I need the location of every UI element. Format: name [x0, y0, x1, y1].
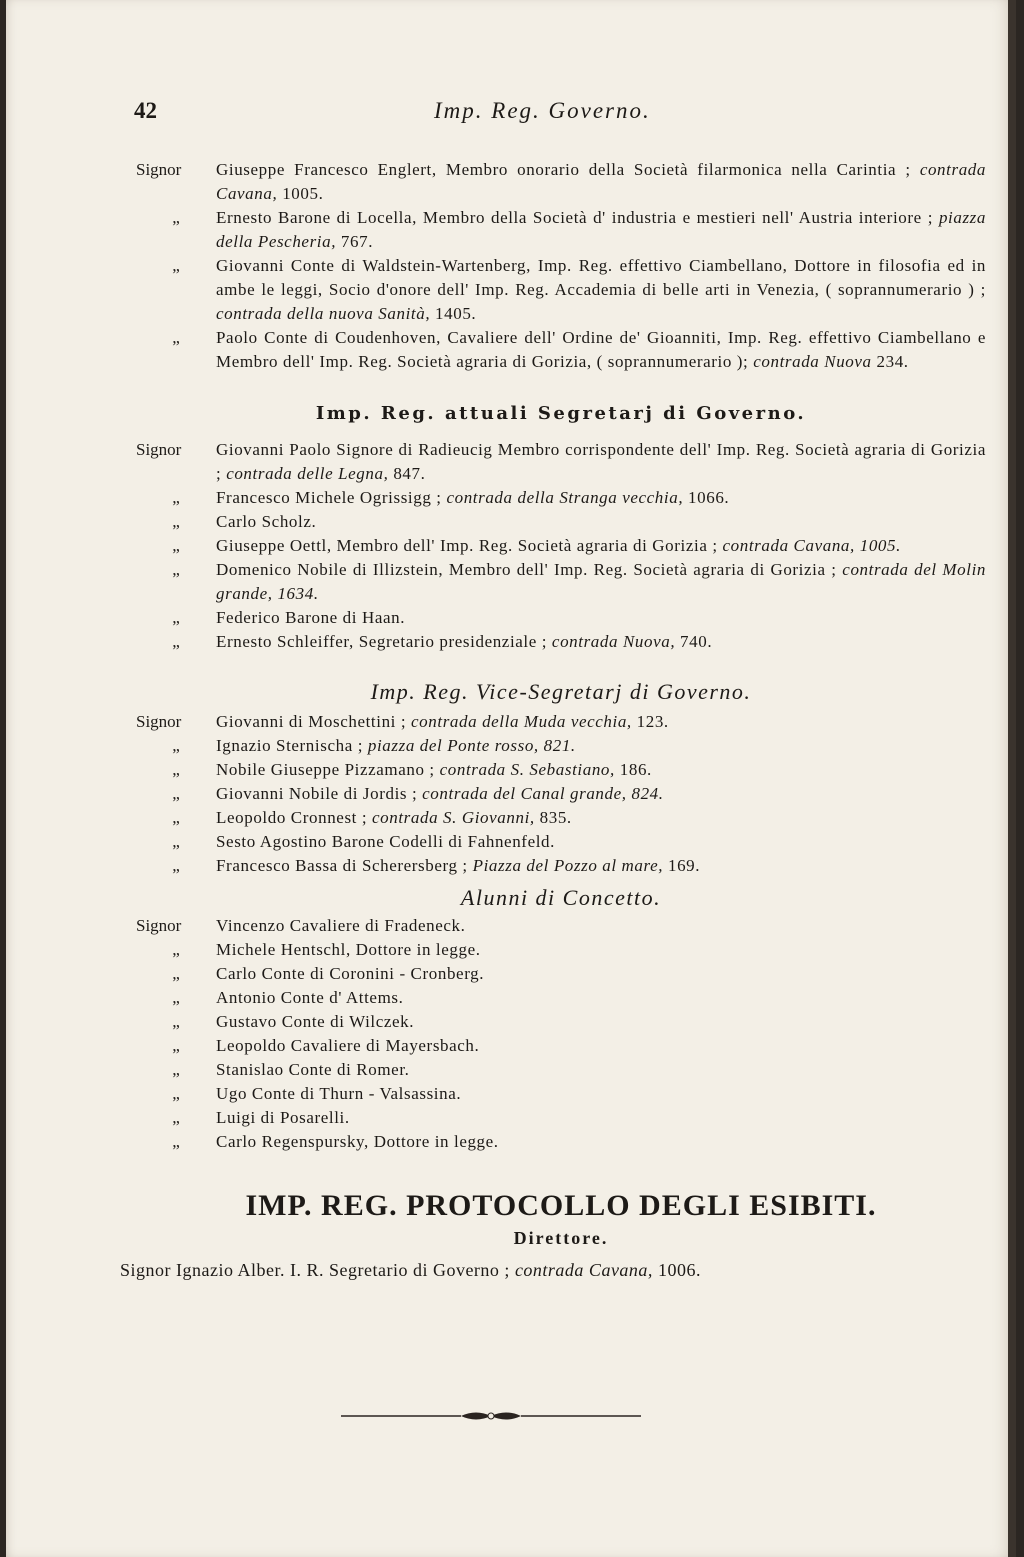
- entry-name: Domenico Nobile di Illizstein, Membro dell' Imp. Reg. Società agraria di Gorizia ;: [216, 560, 843, 579]
- protocol-title: IMP. REG. PROTOCOLLO DEGLI ESIBITI.: [245, 1189, 877, 1222]
- list-entry: [136, 158, 986, 206]
- section-title-vice-segretarj: Imp. Reg. Vice-Segretarj di Governo.: [370, 679, 752, 704]
- list-entry: [136, 1034, 986, 1058]
- entry-address: contrada Cavana,: [216, 160, 986, 203]
- entry-text: [216, 510, 986, 534]
- entry-text: [216, 486, 986, 510]
- entry-name: Francesco Michele Ogrissigg ;: [216, 488, 447, 507]
- entry-lead: „: [172, 1084, 180, 1103]
- entry-name: Antonio Conte d' Attems.: [216, 988, 404, 1007]
- entry-name: Luigi di Posarelli.: [216, 1108, 350, 1127]
- entry-lead: „: [172, 760, 180, 779]
- page-content: [120, 158, 987, 1282]
- entry-lead: „: [172, 256, 180, 275]
- entry-address: piazza della Pescheria,: [216, 208, 986, 251]
- list-entry: [136, 438, 986, 486]
- entry-lead: „: [172, 832, 180, 851]
- entry-number: 1405.: [430, 304, 477, 323]
- list-entry: [136, 710, 986, 734]
- entry-lead: „: [172, 784, 180, 803]
- entry-address: contrada Cavana, 1005.: [722, 536, 901, 555]
- entry-number: 767.: [336, 232, 374, 251]
- entry-number: 186.: [614, 760, 652, 779]
- list-entry: [136, 510, 986, 534]
- entry-name: Federico Barone di Haan.: [216, 608, 406, 627]
- list-entry: [136, 962, 986, 986]
- entry-name: Ernesto Schleiffer, Segretario presidenziale ;: [216, 632, 552, 651]
- entry-name: Leopoldo Cronnest ;: [216, 808, 373, 827]
- entry-address: piazza del Ponte rosso, 821.: [367, 736, 576, 755]
- entry-text: [216, 782, 986, 806]
- entry-name: Ernesto Barone di Locella, Membro della Società d' industria e mestieri nell' Austria interiore ;: [216, 208, 939, 227]
- entry-number: 1005.: [277, 184, 324, 203]
- entry-lead: „: [172, 1132, 180, 1151]
- list-entry: [136, 938, 986, 962]
- entry-name: Giuseppe Francesco Englert, Membro onorario della Società filarmonica nella Carintia ;: [216, 160, 920, 179]
- running-title: Imp. Reg. Governo.: [434, 98, 651, 123]
- entry-name: Carlo Scholz.: [216, 512, 317, 531]
- list-entry: [136, 1082, 986, 1106]
- list-entry: [136, 1010, 986, 1034]
- entry-number: 847.: [388, 464, 426, 483]
- entry-address: contrada della Stranga vecchia,: [446, 488, 684, 507]
- entry-lead: „: [172, 856, 180, 875]
- entry-address: contrada S. Giovanni,: [372, 808, 535, 827]
- entry-text: [216, 938, 986, 962]
- entry-text: [216, 1130, 986, 1154]
- segretarj-list: [136, 438, 986, 654]
- entry-name: Giovanni Nobile di Jordis ;: [216, 784, 423, 803]
- list-entry: [136, 534, 986, 558]
- list-entry: [136, 734, 986, 758]
- page-edge-shadow: [1008, 0, 1016, 1557]
- entry-text: [216, 1106, 986, 1130]
- director-entry-text: Signor Ignazio Alber. I. R. Segretario di Governo ;: [120, 1260, 515, 1280]
- members-list-government: [136, 158, 986, 374]
- entry-address: contrada Nuova: [753, 352, 872, 371]
- entry-lead: „: [172, 512, 180, 531]
- entry-number: 234.: [871, 352, 909, 371]
- entry-number: 835.: [534, 808, 572, 827]
- list-entry: [136, 206, 986, 254]
- list-entry: [136, 830, 986, 854]
- list-entry: [136, 914, 986, 938]
- entry-lead: „: [172, 964, 180, 983]
- entry-lead: Signor: [136, 160, 182, 179]
- list-entry: [136, 558, 986, 606]
- list-entry: [136, 782, 986, 806]
- entry-text: [216, 1082, 986, 1106]
- entry-name: Ignazio Sternischa ;: [216, 736, 368, 755]
- entry-name: Ugo Conte di Thurn - Valsassina.: [216, 1084, 462, 1103]
- list-entry: [136, 986, 986, 1010]
- list-entry: [136, 854, 986, 878]
- entry-text: [216, 534, 986, 558]
- director-entry-number: 1006.: [652, 1260, 701, 1280]
- entry-name: Giovanni Paolo Signore di Radieucig Membro corrispondente dell' Imp. Reg. Società agraria di Gorizia ;: [216, 440, 986, 483]
- entry-name: Giuseppe Oettl, Membro dell' Imp. Reg. Società agraria di Gorizia ;: [216, 536, 723, 555]
- entry-text: [216, 830, 986, 854]
- entry-lead: „: [172, 488, 180, 507]
- entry-text: [216, 606, 986, 630]
- entry-number: 169.: [663, 856, 701, 875]
- list-entry: [136, 806, 986, 830]
- entry-lead: „: [172, 608, 180, 627]
- entry-name: Leopoldo Cavaliere di Mayersbach.: [216, 1036, 480, 1055]
- entry-lead: „: [172, 1060, 180, 1079]
- section-title-alunni: Alunni di Concetto.: [460, 885, 662, 910]
- entry-text: [216, 630, 986, 654]
- list-entry: [136, 606, 986, 630]
- list-entry: [136, 1130, 986, 1154]
- entry-address: contrada della nuova Sanità,: [216, 304, 431, 323]
- entry-name: Giovanni di Moschettini ;: [216, 712, 412, 731]
- director-heading: Direttore.: [513, 1228, 609, 1248]
- entry-name: Paolo Conte di Coudenhoven, Cavaliere dell' Ordine de' Gioanniti, Imp. Reg. effettivo Ciambellano e Membro dell' Imp. Reg. Società agraria di Gorizia, ( soprannumerario );: [216, 328, 986, 371]
- list-entry: [136, 254, 986, 326]
- entry-name: Giovanni Conte di Waldstein-Wartenberg, Imp. Reg. effettivo Ciambellano, Dottore in filosofia ed in ambe le leggi, Socio d'onore dell' Imp. Reg. Accademia di belle arti in Venezia, ( soprannumerario ) ;: [216, 256, 986, 299]
- entry-number: 123.: [631, 712, 669, 731]
- book-page: [6, 0, 1016, 1557]
- entry-text: [216, 158, 986, 206]
- entry-lead: „: [172, 208, 180, 227]
- entry-name: Carlo Conte di Coronini - Cronberg.: [216, 964, 485, 983]
- entry-text: [216, 438, 986, 486]
- entry-lead: „: [172, 328, 180, 347]
- entry-text: [216, 962, 986, 986]
- ornament-divider-icon: [341, 1408, 641, 1424]
- entry-text: [216, 254, 986, 326]
- entry-address: Piazza del Pozzo al mare,: [472, 856, 664, 875]
- entry-lead: „: [172, 560, 180, 579]
- entry-address: contrada del Canal grande, 824.: [422, 784, 664, 803]
- entry-lead: „: [172, 940, 180, 959]
- director-entry: [120, 1258, 986, 1282]
- entry-lead: „: [172, 632, 180, 651]
- entry-text: [216, 734, 986, 758]
- entry-name: Francesco Bassa di Scherersberg ;: [216, 856, 473, 875]
- director-entry-address: contrada Cavana,: [514, 1260, 653, 1280]
- section-title-segretarj: Imp. Reg. attuali Segretarj di Governo.: [315, 403, 807, 424]
- entry-number: 740.: [675, 632, 713, 651]
- list-entry: [136, 1058, 986, 1082]
- entry-name: Stanislao Conte di Romer.: [216, 1060, 410, 1079]
- entry-lead: „: [172, 988, 180, 1007]
- entry-text: [216, 1058, 986, 1082]
- entry-number: 1066.: [683, 488, 730, 507]
- entry-lead: Signor: [136, 440, 182, 459]
- list-entry: [136, 630, 986, 654]
- entry-name: Carlo Regenspursky, Dottore in legge.: [216, 1132, 499, 1151]
- entry-text: [216, 1010, 986, 1034]
- alunni-list: [136, 914, 986, 1154]
- entry-lead: „: [172, 1108, 180, 1127]
- entry-lead: „: [172, 808, 180, 827]
- entry-text: [216, 206, 986, 254]
- running-head: [134, 98, 954, 132]
- vice-segretarj-list: [136, 710, 986, 878]
- entry-lead: Signor: [136, 916, 182, 935]
- entry-address: contrada Nuova,: [551, 632, 676, 651]
- entry-lead: Signor: [136, 712, 182, 731]
- list-entry: [136, 326, 986, 374]
- list-entry: [136, 1106, 986, 1130]
- page-number: 42: [134, 98, 157, 123]
- entry-address: contrada S. Sebastiano,: [439, 760, 615, 779]
- entry-text: [216, 986, 986, 1010]
- entry-name: Gustavo Conte di Wilczek.: [216, 1012, 415, 1031]
- entry-text: [216, 326, 986, 374]
- entry-address: contrada della Muda vecchia,: [411, 712, 632, 731]
- entry-name: Sesto Agostino Barone Codelli di Fahnenfeld.: [216, 832, 555, 851]
- entry-address: contrada del Molin grande, 1634.: [216, 560, 987, 603]
- entry-lead: „: [172, 736, 180, 755]
- entry-text: [216, 710, 986, 734]
- entry-text: [216, 1034, 986, 1058]
- list-entry: [136, 486, 986, 510]
- entry-name: Nobile Giuseppe Pizzamano ;: [216, 760, 440, 779]
- entry-text: [216, 854, 986, 878]
- entry-address: contrada delle Legna,: [226, 464, 389, 483]
- entry-name: Vincenzo Cavaliere di Fradeneck.: [216, 916, 466, 935]
- entry-lead: „: [172, 536, 180, 555]
- entry-text: [216, 914, 986, 938]
- entry-lead: „: [172, 1036, 180, 1055]
- entry-text: [216, 758, 986, 782]
- list-entry: [136, 758, 986, 782]
- entry-text: [216, 806, 986, 830]
- entry-text: [216, 558, 986, 606]
- entry-name: Michele Hentschl, Dottore in legge.: [216, 940, 481, 959]
- entry-lead: „: [172, 1012, 180, 1031]
